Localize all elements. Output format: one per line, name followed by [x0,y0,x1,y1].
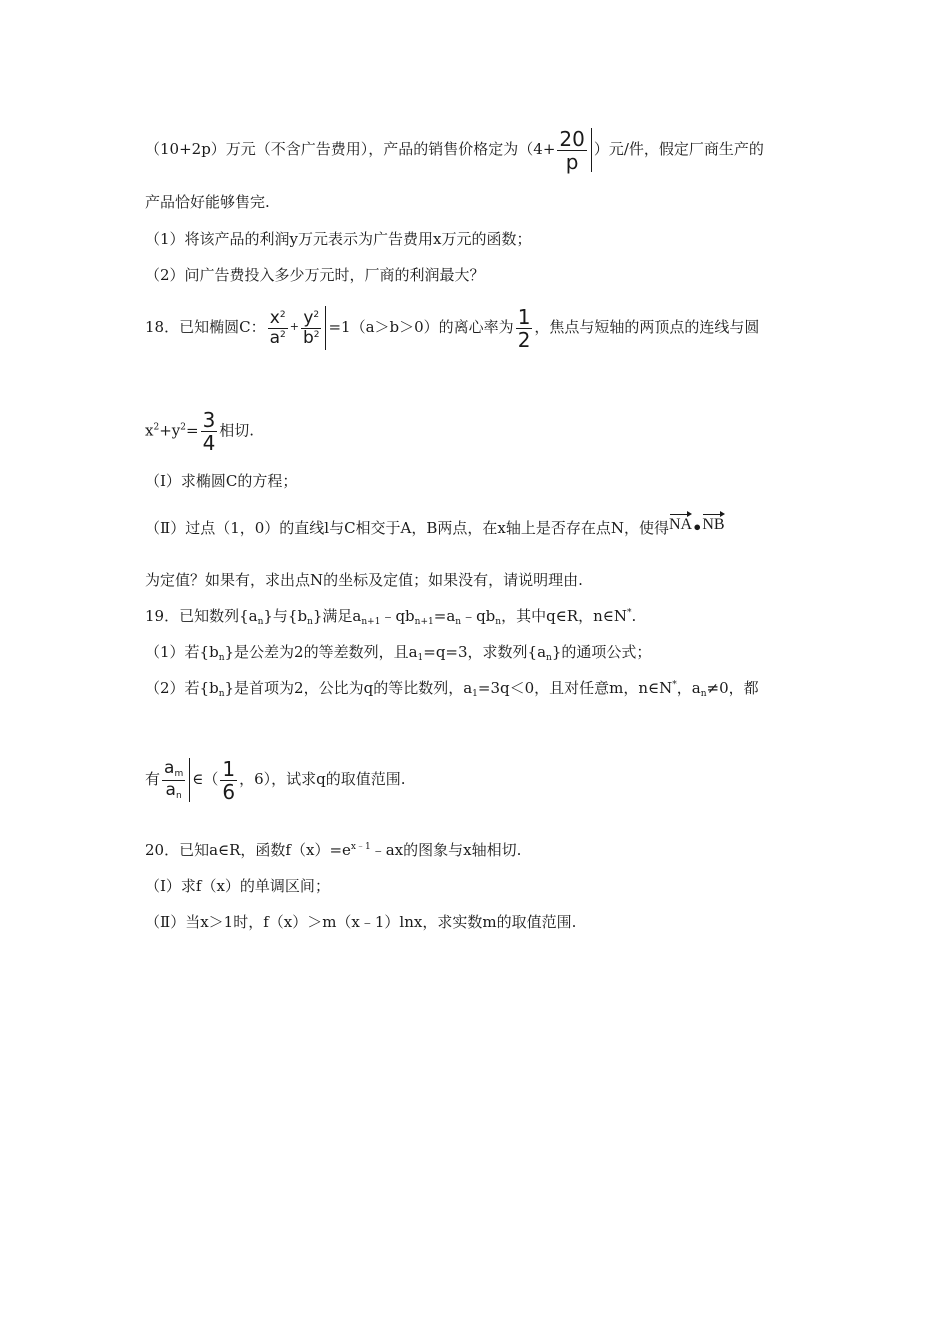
fraction-20-over-p: $\frac{20}{p}$ [559,126,585,174]
vector-nb: NB [702,512,724,533]
fraction-1-over-2: $\frac{1}{2}$ [517,304,531,352]
q18-part-2: （Ⅱ）过点（1，0）的直线l与C相交于A，B两点，在x轴上是否存在点N，使得NA•NB [145,512,725,536]
fraction-am-over-an: $\frac{a_m}{a_n}$ [164,757,184,801]
q17-line-1 [145,128,764,172]
q17-part-1: （1）将该产品的利润y万元表示为广告费用x万元的函数； [145,230,532,248]
q18-line-1: 18．已知椭圆C： $\frac{x^2}{a^2}$ + $\frac{y^2}{b^2}$ =1（a＞b＞0）的离心率为 $\frac{1}{2}$ ，焦点与短轴的两顶点的连线与圆 [145,304,760,352]
q19-part-1: （1）若$\{b_n\}$是公差为2的等差数列，且$a_1=q=3$，求数列$\{a_n\}$的通项公式； [145,643,652,663]
q20-line-1: 20．已知a∈R，函数$f(x)=e^{x﹣1}﹣ax$的图象与x轴相切. [145,841,522,859]
text: ）元/件，假定厂商生产的 [593,140,764,158]
q20-part-2: （Ⅱ）当x＞1时，f（x）＞m（x﹣1）lnx，求实数m的取值范围. [145,913,577,931]
fraction-x2-over-a2: $\frac{x^2}{a^2}$ [269,307,286,348]
image-border [591,128,592,172]
q18-line-2: $x^2+y^2=$ $\frac{3}{4}$ 相切. [145,408,255,455]
q17-line-2: 产品恰好能够售完. [145,193,270,211]
q20-part-1: （Ⅰ）求f（x）的单调区间； [145,877,330,895]
vector-na: NA [669,512,692,533]
image-border [189,758,190,802]
q19-part-2: （2）若$\{b_n\}$是首项为2，公比为q的等比数列，$a_1=3q<0$，且对任意m，n∈N*，$a_n\ne 0$，都 [145,679,759,699]
image-border [325,306,326,350]
fraction-1-over-6: $\frac{1}{6}$ [222,756,236,804]
q18-line-5: 为定值？如果有，求出点N的坐标及定值；如果没有，请说明理由. [145,571,583,589]
fraction-y2-over-b2: $\frac{y^2}{b^2}$ [302,307,320,348]
text: （10+2p）万元（不含广告费用），产品的销售价格定为（4+ [145,140,556,158]
q19-line-4: 有 $\frac{a_m}{a_n}$ ∈（ $\frac{1}{6}$ ，6），试求q的取值范围. [145,756,406,804]
fraction-3-over-4: $\frac{3}{4}$ [202,408,216,455]
q19-line-1: 19．已知数列$\{a_n\}$与$\{b_n\}$满足$a_{n+1}﹣qb_{n+1}=a_n﹣qb_n$，其中q∈R，n∈N*. [145,607,637,627]
q18-part-1: （Ⅰ）求椭圆C的方程； [145,472,298,490]
q17-part-2: （2）问广告费投入多少万元时，厂商的利润最大？ [145,266,485,284]
